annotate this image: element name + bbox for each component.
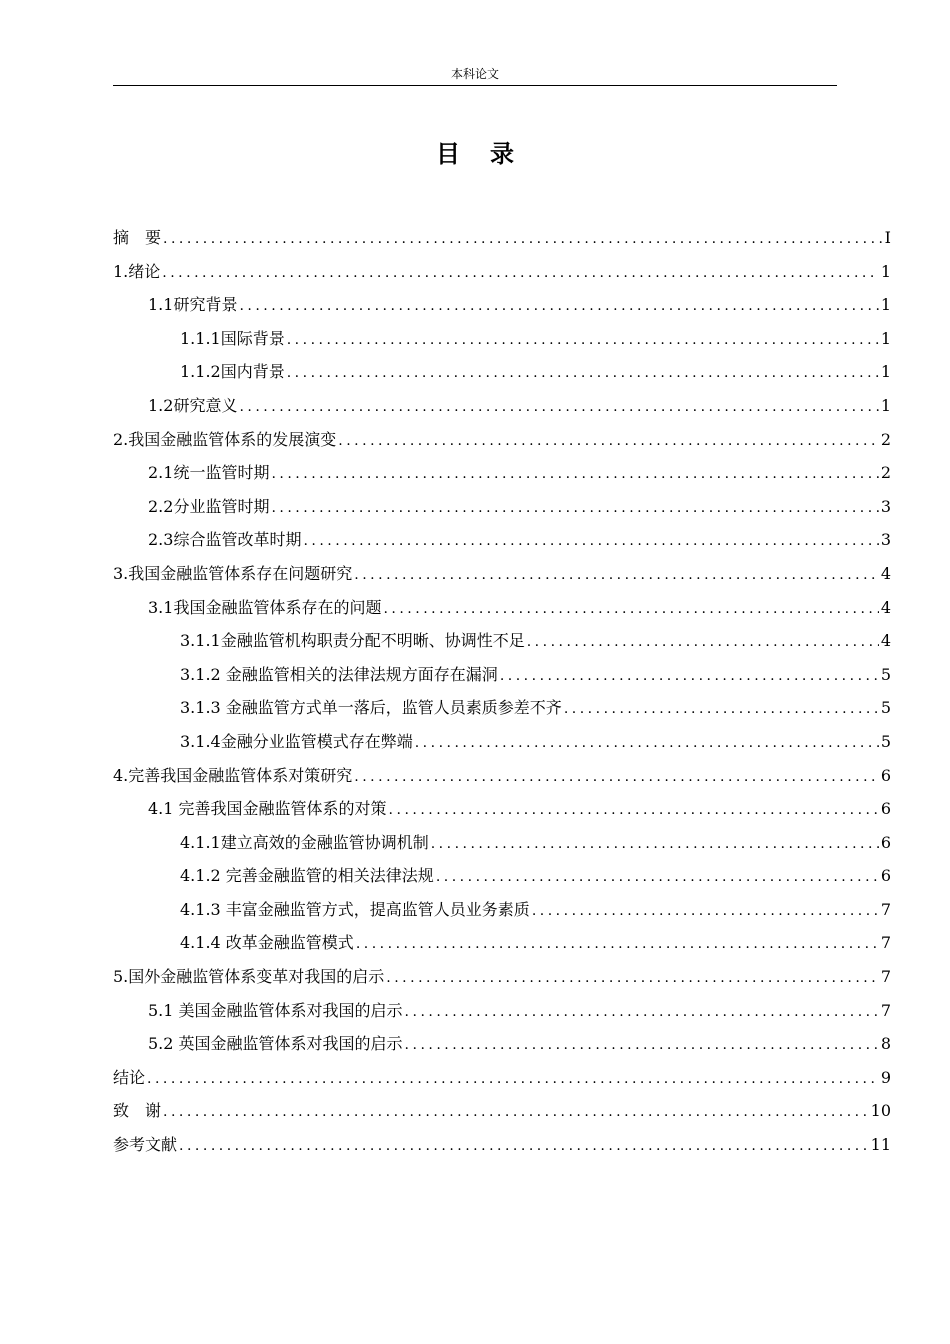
- toc-dot-leader: [436, 861, 879, 895]
- toc-entry-label: 3.1.1金融监管机构职责分配不明晰、协调性不足: [180, 631, 525, 651]
- toc-entry-label: 2.3综合监管改革时期: [148, 530, 302, 550]
- toc-entry-page-number: 9: [880, 1067, 891, 1087]
- toc-entry[interactable]: [113, 1027, 891, 1061]
- toc-entry-page-number: 6: [880, 866, 891, 886]
- page-header: 本科论文: [450, 67, 499, 81]
- toc-entry-label: 5.国外金融监管体系变革对我国的启示: [113, 967, 385, 987]
- toc-entry-page-number: 7: [880, 1000, 891, 1020]
- toc-entry[interactable]: [113, 456, 891, 490]
- toc-dot-leader: [405, 996, 879, 1030]
- toc-entry-page-number: 1: [880, 328, 891, 348]
- toc-dot-leader: [338, 425, 879, 459]
- toc-entry-label: 1.绪论: [113, 261, 161, 281]
- toc-entry-label: 4.1 完善我国金融监管体系的对策: [148, 799, 387, 819]
- toc-entry-page-number: 6: [880, 799, 891, 819]
- toc-entry-page-number: 6: [880, 765, 891, 785]
- toc-entry-label: 3.我国金融监管体系存在问题研究: [113, 563, 353, 583]
- toc-dot-leader: [354, 761, 879, 795]
- toc-entry-page-number: 4: [880, 597, 891, 617]
- toc-entry[interactable]: [113, 725, 891, 759]
- toc-entry-label: 4.1.1建立高效的金融监管协调机制: [180, 832, 429, 852]
- toc-entry-label: 1.1研究背景: [148, 295, 238, 315]
- toc-dot-leader: [163, 223, 883, 257]
- toc-entry-label: 1.1.2国内背景: [180, 362, 285, 382]
- toc-entry-label: 4.1.4 改革金融监管模式: [180, 933, 354, 953]
- toc-entry-page-number: 5: [880, 664, 891, 684]
- toc-entry-page-number: 1: [880, 395, 891, 415]
- toc-entry-label: 摘 要: [113, 228, 162, 247]
- toc-entry-label: 结论: [113, 1067, 146, 1087]
- toc-entry-label: 5.1 美国金融监管体系对我国的启示: [148, 1000, 403, 1020]
- toc-entry-label: 2.2分业监管时期: [148, 496, 270, 516]
- toc-entry[interactable]: [113, 859, 891, 893]
- toc-dot-leader: [500, 660, 879, 694]
- toc-entry[interactable]: [113, 624, 891, 658]
- toc-dot-leader: [163, 1096, 869, 1130]
- toc-entry[interactable]: [113, 523, 891, 557]
- toc-entry-page-number: 2: [880, 429, 891, 449]
- toc-entry-page-number: 3: [880, 496, 891, 516]
- toc-dot-leader: [431, 828, 879, 862]
- toc-entry-page-number: 7: [880, 933, 891, 953]
- toc-entry-label: 4.完善我国金融监管体系对策研究: [113, 765, 353, 785]
- toc-entry[interactable]: [113, 792, 891, 826]
- toc-entry-label: 致 谢: [113, 1101, 162, 1121]
- toc-entry-label: 3.1.4金融分业监管模式存在弊端: [180, 731, 413, 751]
- toc-entry-page-number: 5: [880, 698, 891, 718]
- toc-entry-page-number: 11: [870, 1135, 891, 1155]
- toc-dot-leader: [354, 559, 879, 593]
- toc-entry-page-number: 1: [880, 362, 891, 382]
- toc-entry-page-number: I: [884, 228, 891, 247]
- toc-dot-leader: [287, 357, 879, 391]
- toc-entry-page-number: 7: [880, 967, 891, 987]
- toc-entry-label: 5.2 英国金融监管体系对我国的启示: [148, 1034, 403, 1054]
- toc-dot-leader: [564, 693, 879, 727]
- toc-dot-leader: [271, 458, 878, 492]
- toc-dot-leader: [386, 962, 879, 996]
- toc-entry-page-number: 10: [870, 1101, 891, 1121]
- toc-entry-label: 3.1.3 金融监管方式单一落后，监管人员素质参差不齐: [180, 698, 562, 718]
- toc-entry-page-number: 6: [880, 832, 891, 852]
- toc-entry[interactable]: [113, 1094, 891, 1128]
- toc-entry[interactable]: [113, 893, 891, 927]
- toc-entry[interactable]: [113, 557, 891, 591]
- toc-entry[interactable]: [113, 389, 891, 423]
- toc-entry-page-number: 3: [880, 530, 891, 550]
- toc-entry-label: 2.1统一监管时期: [148, 463, 270, 483]
- toc-dot-leader: [383, 593, 878, 627]
- toc-entry[interactable]: [113, 355, 891, 389]
- toc-dot-leader: [271, 492, 878, 526]
- toc-entry-page-number: 1: [880, 261, 891, 281]
- toc-entry-label: 2.我国金融监管体系的发展演变: [113, 429, 337, 449]
- toc-entry[interactable]: [113, 960, 891, 994]
- toc-entry[interactable]: [113, 322, 891, 356]
- toc-dot-leader: [356, 928, 879, 962]
- toc-entry-label: 3.1我国金融监管体系存在的问题: [148, 597, 382, 617]
- toc-dot-leader: [147, 1063, 879, 1097]
- header-divider: [113, 85, 837, 86]
- toc-entry-label: 4.1.2 完善金融监管的相关法律法规: [180, 866, 434, 886]
- toc-dot-leader: [179, 1130, 869, 1164]
- toc-entry-page-number: 4: [880, 563, 891, 583]
- toc-entry[interactable]: [113, 826, 891, 860]
- toc-entry[interactable]: [113, 658, 891, 692]
- toc-dot-leader: [405, 1029, 879, 1063]
- toc-entry-page-number: 4: [880, 631, 891, 651]
- page-title: 目录: [436, 140, 544, 168]
- toc-entry[interactable]: [113, 994, 891, 1028]
- toc-entry[interactable]: [113, 926, 891, 960]
- toc-entry[interactable]: [113, 591, 891, 625]
- toc-entry-page-number: 5: [880, 731, 891, 751]
- toc-entry-page-number: 7: [880, 899, 891, 919]
- toc-dot-leader: [239, 290, 878, 324]
- toc-entry[interactable]: [113, 288, 891, 322]
- toc-dot-leader: [527, 626, 879, 660]
- toc-entry[interactable]: [113, 691, 891, 725]
- toc-dot-leader: [287, 324, 879, 358]
- toc-entry[interactable]: [113, 221, 891, 255]
- toc-entry-label: 参考文献: [113, 1135, 178, 1155]
- toc-entry[interactable]: [113, 1128, 891, 1162]
- toc-entry-page-number: 1: [880, 295, 891, 315]
- toc-entry-label: 3.1.2 金融监管相关的法律法规方面存在漏洞: [180, 664, 498, 684]
- toc-entry[interactable]: [113, 1061, 891, 1095]
- toc-entry[interactable]: [113, 759, 891, 793]
- toc-dot-leader: [239, 391, 878, 425]
- table-of-contents: [113, 221, 891, 1162]
- toc-entry-page-number: 8: [880, 1034, 891, 1054]
- toc-entry-page-number: 2: [880, 463, 891, 483]
- toc-dot-leader: [303, 525, 878, 559]
- toc-entry-label: 1.1.1国际背景: [180, 328, 285, 348]
- toc-dot-leader: [162, 257, 879, 291]
- toc-entry[interactable]: [113, 255, 891, 289]
- toc-dot-leader: [389, 794, 879, 828]
- toc-entry-label: 4.1.3 丰富金融监管方式，提高监管人员业务素质: [180, 899, 530, 919]
- toc-entry[interactable]: [113, 490, 891, 524]
- toc-dot-leader: [532, 895, 879, 929]
- toc-dot-leader: [415, 727, 879, 761]
- toc-entry[interactable]: [113, 423, 891, 457]
- toc-entry-label: 1.2研究意义: [148, 395, 238, 415]
